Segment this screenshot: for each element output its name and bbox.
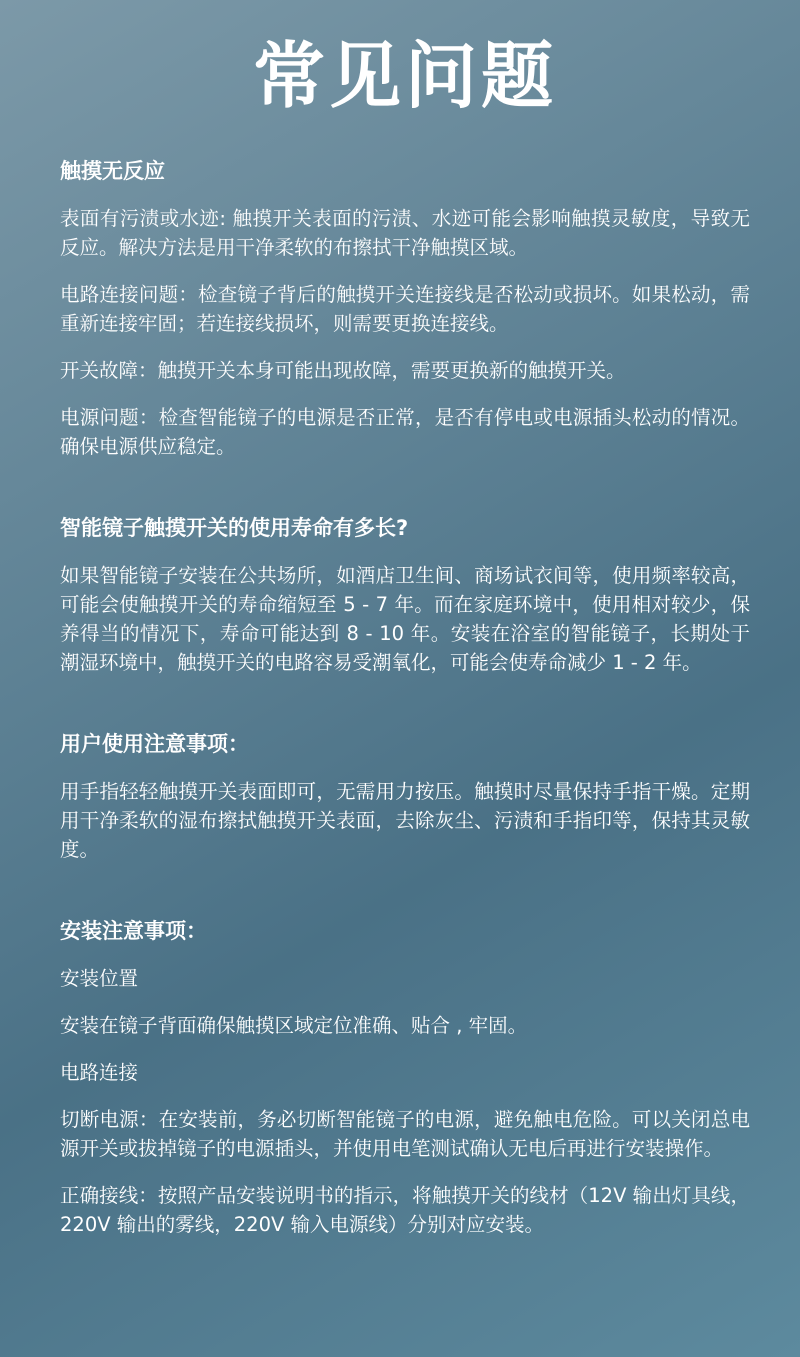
paragraph-power-issue: 电源问题：检查智能镜子的电源是否正常，是否有停电或电源插头松动的情况。确保电源供应稳定。: [60, 406, 750, 458]
paragraph-correct-wiring: 正确接线：按照产品安装说明书的指示，将触摸开关的线材（12V 输出灯具线，220V 输出的雾线，220V 输入电源线）分别对应安装。: [60, 1184, 750, 1236]
page-title: 常见问题: [252, 34, 557, 118]
paragraph-circuit-label: 电路连接: [60, 1061, 139, 1084]
section-touch-no-response: [60, 156, 750, 461]
paragraph-service-life: 如果智能镜子安装在公共场所，如酒店卫生间、商场试衣间等，使用频率较高，可能会使触摸开关的寿命缩短至 5 - 7 年。而在家庭环境中，使用相对较少，保养得当的情况下，寿命可能达到 8 - 10 年。安装在浴室的智能镜子，长期处于潮湿环境中，触摸开关的电路容易受潮氧化，可能会使寿命减少 1 - 2 年。: [60, 564, 750, 674]
section-heading: 智能镜子触摸开关的使用寿命有多长?: [60, 516, 409, 540]
section-heading: 触摸无反应: [60, 159, 165, 183]
section-installation-notes: [60, 916, 750, 1239]
paragraph-cut-power: 切断电源：在安装前，务必切断智能镜子的电源，避免触电危险。可以关闭总电源开关或拔掉镜子的电源插头，并使用电笔测试确认无电后再进行安装操作。: [60, 1108, 750, 1160]
section-service-life: [60, 513, 750, 677]
paragraph-surface-stains: 表面有污渍或水迹: 触摸开关表面的污渍、水迹可能会影响触摸灵敏度，导致无反应。解决方法是用干净柔软的布擦拭干净触摸区域。: [60, 207, 750, 259]
paragraph-circuit-connection: 电路连接问题：检查镜子背后的触摸开关连接线是否松动或损坏。如果松动，需重新连接牢固；若连接线损坏，则需要更换连接线。: [60, 283, 750, 335]
section-user-notes: [60, 729, 750, 864]
paragraph-usage-notes: 用手指轻轻触摸开关表面即可，无需用力按压。触摸时尽量保持手指干燥。定期用干净柔软的湿布擦拭触摸开关表面，去除灰尘、污渍和手指印等，保持其灵敏度。: [60, 780, 750, 861]
paragraph-switch-fault: 开关故障：触摸开关本身可能出现故障，需要更换新的触摸开关。: [60, 359, 626, 382]
section-heading: 安装注意事项：: [60, 919, 207, 943]
paragraph-install-position: 安装在镜子背面确保触摸区域定位准确、贴合 , 牢固。: [60, 1014, 528, 1037]
section-heading: 用户使用注意事项：: [60, 732, 249, 756]
paragraph-install-position-label: 安装位置: [60, 967, 139, 990]
